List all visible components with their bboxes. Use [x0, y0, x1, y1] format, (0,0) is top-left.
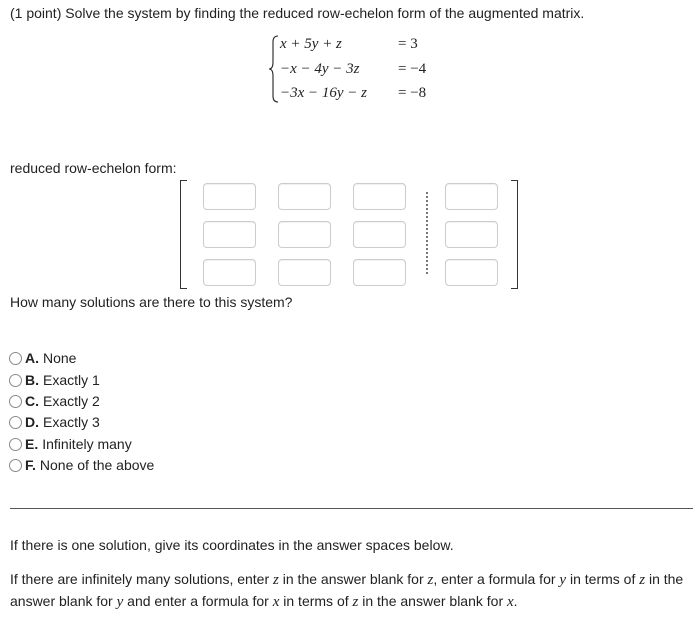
- radio-button[interactable]: [9, 438, 22, 451]
- left-brace-icon: [268, 34, 280, 104]
- matrix-cell-r3c2[interactable]: [278, 259, 331, 286]
- option-letter: D.: [25, 414, 39, 431]
- rref-label: reduced row-echelon form:: [10, 160, 177, 176]
- option-text: Exactly 3: [43, 414, 100, 431]
- matrix-cell-r1c4[interactable]: [445, 183, 498, 210]
- linear-system: [268, 34, 448, 104]
- equation-3: [280, 85, 426, 102]
- option-c[interactable]: [9, 391, 154, 412]
- math-var: y: [116, 594, 124, 610]
- option-text: None of the above: [39, 457, 155, 474]
- option-letter: C.: [25, 392, 39, 409]
- equation-1: [280, 36, 418, 53]
- rref-matrix: [176, 178, 526, 293]
- option-f[interactable]: [9, 455, 154, 476]
- matrix-cell-r2c1[interactable]: [203, 221, 256, 248]
- equation-2: [280, 61, 426, 78]
- equation-lhs: x + 5y + z: [280, 36, 342, 52]
- matrix-cell-r3c1[interactable]: [203, 259, 256, 286]
- matrix-cell-r2c2[interactable]: [278, 221, 331, 248]
- matrix-right-bracket: [511, 180, 518, 289]
- problem-prompt: (1 point) Solve the system by finding the reduced row-echelon form of the augmented matrix.: [10, 5, 585, 21]
- option-e[interactable]: [9, 434, 154, 455]
- note-text: If there are infinitely many solutions, enter: [10, 571, 274, 587]
- solutions-question: How many solutions are there to this system?: [10, 294, 293, 310]
- math-var: z: [273, 572, 279, 588]
- note-text: in terms of: [279, 593, 353, 609]
- one-solution-note: If there is one solution, give its coordinates in the answer spaces below.: [10, 537, 454, 553]
- option-d[interactable]: [9, 412, 154, 433]
- augment-divider: [426, 192, 428, 274]
- matrix-cell-r1c3[interactable]: [353, 183, 406, 210]
- note-text: in the answer blank for: [358, 593, 507, 609]
- equation-lhs: −x − 4y − 3z: [280, 61, 360, 77]
- option-letter: B.: [25, 371, 39, 388]
- math-var: z: [639, 572, 646, 588]
- equation-rhs: = 3: [398, 36, 418, 52]
- note-text: in the answer blank for: [278, 571, 428, 587]
- matrix-cell-r3c3[interactable]: [353, 259, 406, 286]
- equation-rhs: = −4: [398, 61, 427, 77]
- matrix-cell-r3c4[interactable]: [445, 259, 498, 286]
- note-text: and enter a formula for: [123, 593, 273, 609]
- answer-options: [9, 348, 154, 476]
- radio-button[interactable]: [9, 352, 22, 365]
- math-var: z: [427, 572, 434, 588]
- math-var: z: [352, 594, 359, 610]
- option-text: None: [43, 350, 77, 367]
- option-letter: A.: [25, 350, 39, 367]
- radio-button[interactable]: [9, 374, 22, 387]
- math-var: x: [507, 594, 514, 610]
- equation-lhs: −3x − 16y − z: [280, 85, 368, 101]
- note-text: in the answer blank for: [10, 571, 684, 609]
- matrix-cell-r2c3[interactable]: [353, 221, 406, 248]
- matrix-left-bracket: [180, 180, 187, 289]
- radio-button[interactable]: [9, 459, 22, 472]
- matrix-cell-r2c4[interactable]: [445, 221, 498, 248]
- equation-rhs: = −8: [398, 85, 427, 101]
- option-text: Infinitely many: [42, 435, 132, 452]
- option-a[interactable]: [9, 348, 154, 369]
- note-text: .: [513, 593, 518, 609]
- infinite-solutions-note: [10, 569, 685, 613]
- radio-button[interactable]: [9, 395, 22, 408]
- option-letter: E.: [25, 435, 39, 452]
- option-letter: F.: [25, 457, 36, 474]
- radio-button[interactable]: [9, 416, 22, 429]
- math-var: x: [272, 594, 280, 610]
- note-text: in terms of: [566, 571, 640, 587]
- section-divider: [10, 508, 693, 509]
- math-var: y: [559, 572, 567, 588]
- option-text: Exactly 1: [43, 371, 100, 388]
- matrix-cell-r1c2[interactable]: [278, 183, 331, 210]
- option-text: Exactly 2: [43, 392, 100, 409]
- option-b[interactable]: [9, 369, 154, 390]
- note-text: , enter a formula for: [433, 571, 560, 587]
- matrix-cell-r1c1[interactable]: [203, 183, 256, 210]
